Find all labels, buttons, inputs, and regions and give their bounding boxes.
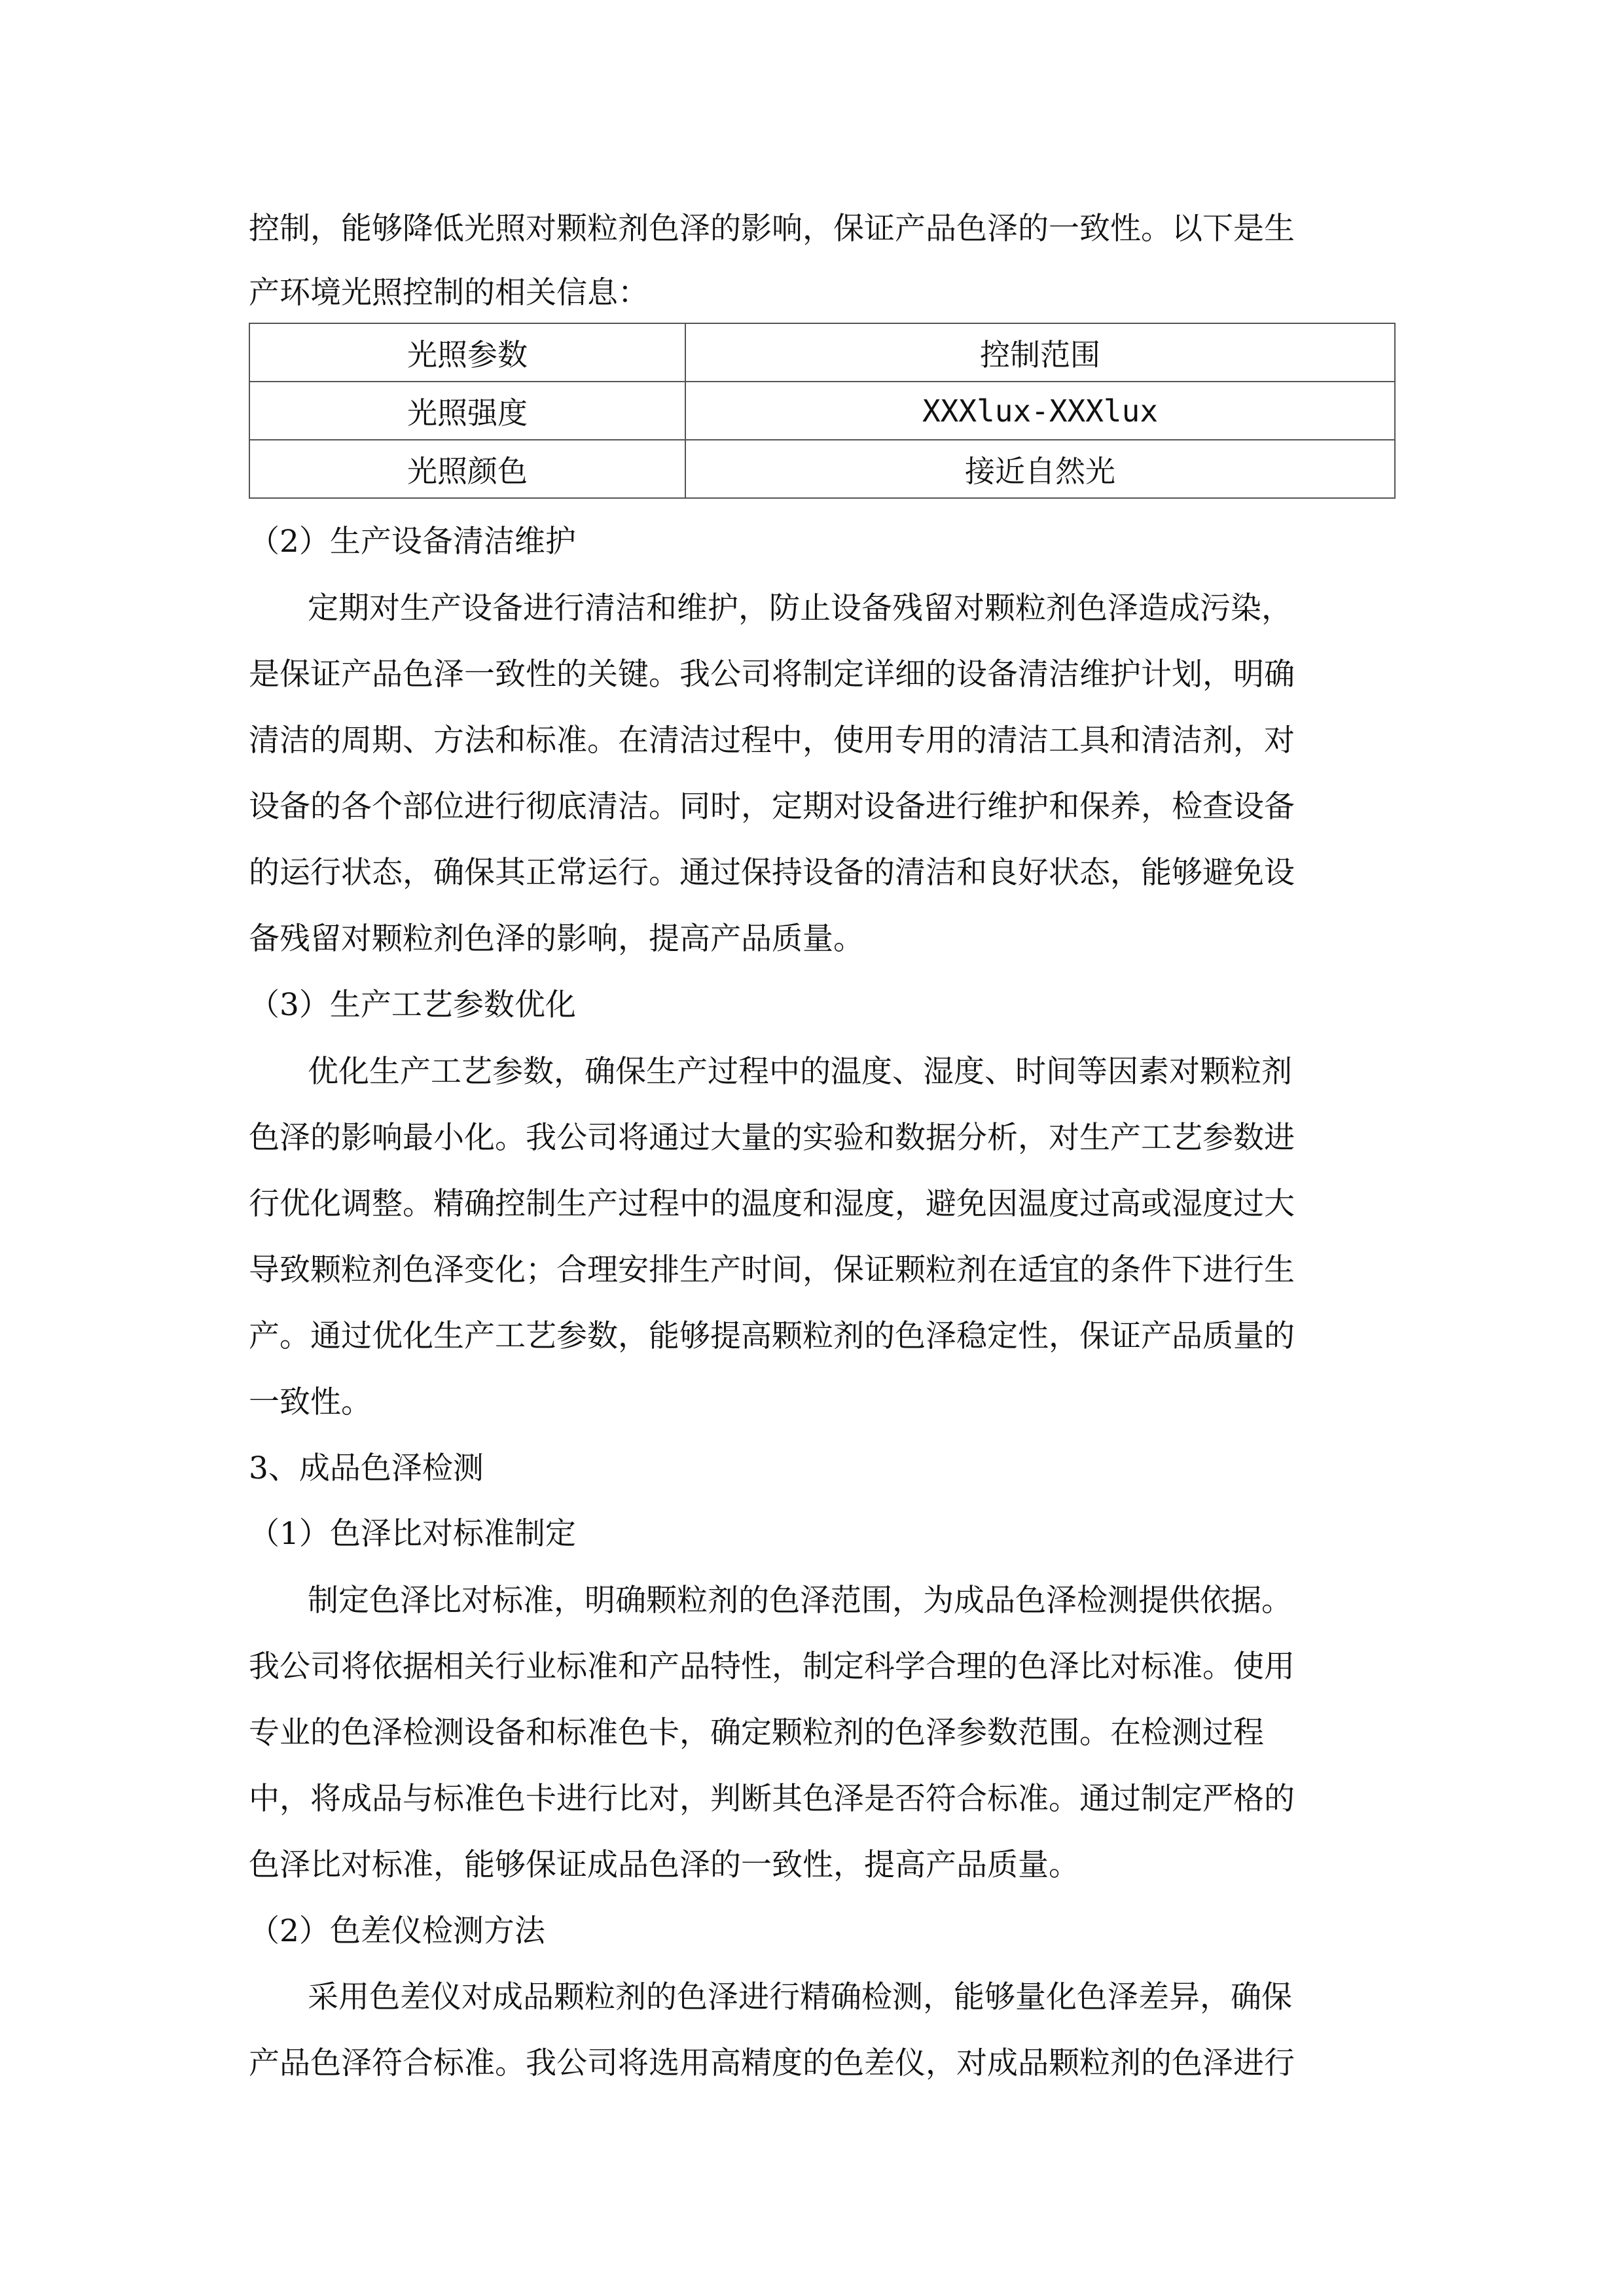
table-cell: 接近自然光 — [685, 440, 1395, 498]
intro-line-2: 产环境光照控制的相关信息： — [249, 275, 649, 311]
paragraph-line: 的运行状态，确保其正常运行。通过保持设备的清洁和良好状态，能够避免设 — [249, 855, 1295, 891]
section-heading-standard: （1）色泽比对标准制定 — [249, 1516, 576, 1552]
paragraph-line: 一致性。 — [249, 1384, 372, 1420]
section-heading-finished: 3、成品色泽检测 — [249, 1450, 484, 1486]
paragraph-line: 我公司将依据相关行业标准和产品特性，制定科学合理的色泽比对标准。使用 — [249, 1649, 1295, 1685]
section-heading-process: （3）生产工艺参数优化 — [249, 987, 576, 1023]
paragraph-line: 产。通过优化生产工艺参数，能够提高颗粒剂的色泽稳定性，保证产品质量的 — [249, 1318, 1295, 1354]
table-cell: 光照颜色 — [249, 440, 685, 498]
table-cell: 光照强度 — [249, 382, 685, 440]
paragraph-line: 设备的各个部位进行彻底清洁。同时，定期对设备进行维护和保养，检查设备 — [249, 789, 1295, 825]
light-control-table — [249, 323, 1396, 499]
paragraph-line: 导致颗粒剂色泽变化；合理安排生产时间，保证颗粒剂在适宜的条件下进行生 — [249, 1252, 1295, 1288]
table-row — [249, 382, 1395, 440]
paragraph-line: 色泽的影响最小化。我公司将通过大量的实验和数据分析，对生产工艺参数进 — [249, 1120, 1295, 1156]
paragraph-line: 优化生产工艺参数，确保生产过程中的温度、湿度、时间等因素对颗粒剂 — [308, 1054, 1292, 1090]
table-header-cell: 光照参数 — [249, 323, 685, 382]
paragraph-line: 中，将成品与标准色卡进行比对，判断其色泽是否符合标准。通过制定严格的 — [249, 1781, 1295, 1817]
paragraph-line: 备残留对颗粒剂色泽的影响，提高产品质量。 — [249, 921, 864, 957]
paragraph-line: 行优化调整。精确控制生产过程中的温度和湿度，避免因温度过高或湿度过大 — [249, 1186, 1295, 1222]
section-heading-equipment: （2）生产设备清洁维护 — [249, 524, 576, 560]
paragraph-line: 定期对生产设备进行清洁和维护，防止设备残留对颗粒剂色泽造成污染， — [308, 590, 1292, 626]
intro-line-1: 控制，能够降低光照对颗粒剂色泽的影响，保证产品色泽的一致性。以下是生 — [249, 211, 1295, 247]
paragraph-line: 制定色泽比对标准，明确颗粒剂的色泽范围，为成品色泽检测提供依据。 — [308, 1583, 1292, 1619]
table-cell: XXXlux-XXXlux — [685, 382, 1395, 440]
paragraph-line: 产品色泽符合标准。我公司将选用高精度的色差仪，对成品颗粒剂的色泽进行 — [249, 2045, 1295, 2081]
paragraph-line: 清洁的周期、方法和标准。在清洁过程中，使用专用的清洁工具和清洁剂，对 — [249, 723, 1295, 759]
table-header-cell: 控制范围 — [685, 323, 1395, 382]
paragraph-line: 是保证产品色泽一致性的关键。我公司将制定详细的设备清洁维护计划，明确 — [249, 656, 1295, 692]
section-heading-colorimeter: （2）色差仪检测方法 — [249, 1913, 545, 1949]
paragraph-line: 专业的色泽检测设备和标准色卡，确定颗粒剂的色泽参数范围。在检测过程 — [249, 1715, 1264, 1751]
paragraph-line: 色泽比对标准，能够保证成品色泽的一致性，提高产品质量。 — [249, 1847, 1079, 1883]
paragraph-line: 采用色差仪对成品颗粒剂的色泽进行精确检测，能够量化色泽差异，确保 — [308, 1979, 1292, 2015]
table-header-row — [249, 323, 1395, 382]
table-row — [249, 440, 1395, 498]
